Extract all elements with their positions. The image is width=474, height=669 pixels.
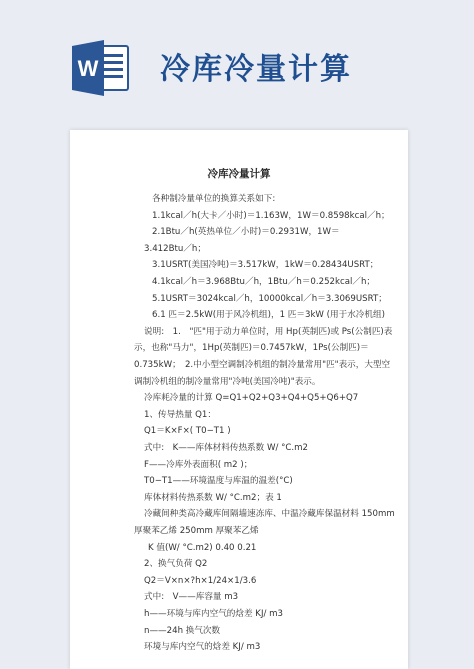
- document-title: 冷库冷量计算: [207, 168, 271, 180]
- text-line: 环境与库内空气的焓差 KJ/ m3: [144, 642, 261, 653]
- text-line: 2、换气负荷 Q2: [144, 559, 208, 570]
- text-line: F——冷库外表面积( m2 )；: [144, 459, 253, 470]
- text-line: 3.1USRT(美国冷吨)＝3.517kW，1kW＝0.28434USRT；: [152, 260, 379, 271]
- text-line: 3.412Btu／h；: [144, 243, 206, 254]
- text-line: 调制冷机组的制冷量常用"冷吨(美国冷吨)"表示。: [134, 376, 321, 387]
- text-line: n——24h 换气次数: [144, 625, 221, 636]
- text-line: 冷库耗冷量的计算 Q=Q1+Q2+Q3+Q4+Q5+Q6+Q7: [144, 393, 359, 404]
- header-banner: [0, 0, 474, 120]
- text-line: 说明: 1. "匹"用于动力单位时，用 Hp(英制匹)或 Ps(公制匹)表: [144, 326, 393, 337]
- text-line: K 值(W/ °C.m2) 0.40 0.21: [148, 542, 257, 553]
- text-line: 式中: V——库容量 m3: [144, 592, 239, 603]
- text-line: 示，也称"马力"，1Hp(英制匹)＝0.7457kW，1Ps(公制匹)＝: [134, 343, 369, 354]
- text-line: 库体材料传热系数 W/ °C.m2；表 1: [144, 492, 282, 503]
- text-line: Q2＝V×n×?h×1/24×1/3.6: [144, 575, 257, 586]
- text-line: 4.1kcal／h＝3.968Btu／h，1Btu／h＝0.252kcal／h；: [152, 277, 376, 287]
- document-page: [70, 130, 408, 669]
- word-icon-letter: W: [77, 56, 99, 81]
- text-line: 5.1USRT＝3024kcal／h，10000kcal／h＝3.3069USRT；: [152, 293, 387, 304]
- text-line: 冷藏间种类高冷藏库间隔墙速冻库、中温冷藏库保温材料 150mm: [144, 509, 395, 520]
- text-line: 厚聚苯乙烯 250mm 厚聚苯乙烯: [134, 526, 259, 536]
- text-line: 1.1kcal／h(大卡／小时)＝1.163W，1W＝0.8598kcal／h；: [152, 210, 390, 221]
- text-line: 2.1Btu／h(英热单位／小时)＝0.2931W，1W＝: [152, 227, 340, 238]
- text-line: 式中: K——库体材料传热系数 W/ °C.m2: [144, 443, 308, 453]
- text-line: 各种制冷量单位的换算关系如下:: [152, 194, 276, 204]
- text-line: 0.735kW； 2.中小型空调制冷机组的制冷量常用"匹"表示，大型空: [134, 360, 391, 370]
- text-line: T0−T1——环境温度与库温的温差(°C): [144, 476, 293, 487]
- text-line: h——环境与库内空气的焓差 KJ/ m3: [144, 609, 283, 619]
- text-line: 6.1 匹＝2.5kW(用于风冷机组)，1 匹＝3kW (用于水冷机组): [152, 310, 385, 321]
- text-line: 1、传导热量 Q1：: [144, 409, 216, 420]
- text-line: Q1＝K×F×( T0−T1 ): [144, 426, 231, 437]
- word-icon: [72, 40, 130, 96]
- banner-title: 冷库冷量计算: [160, 52, 352, 87]
